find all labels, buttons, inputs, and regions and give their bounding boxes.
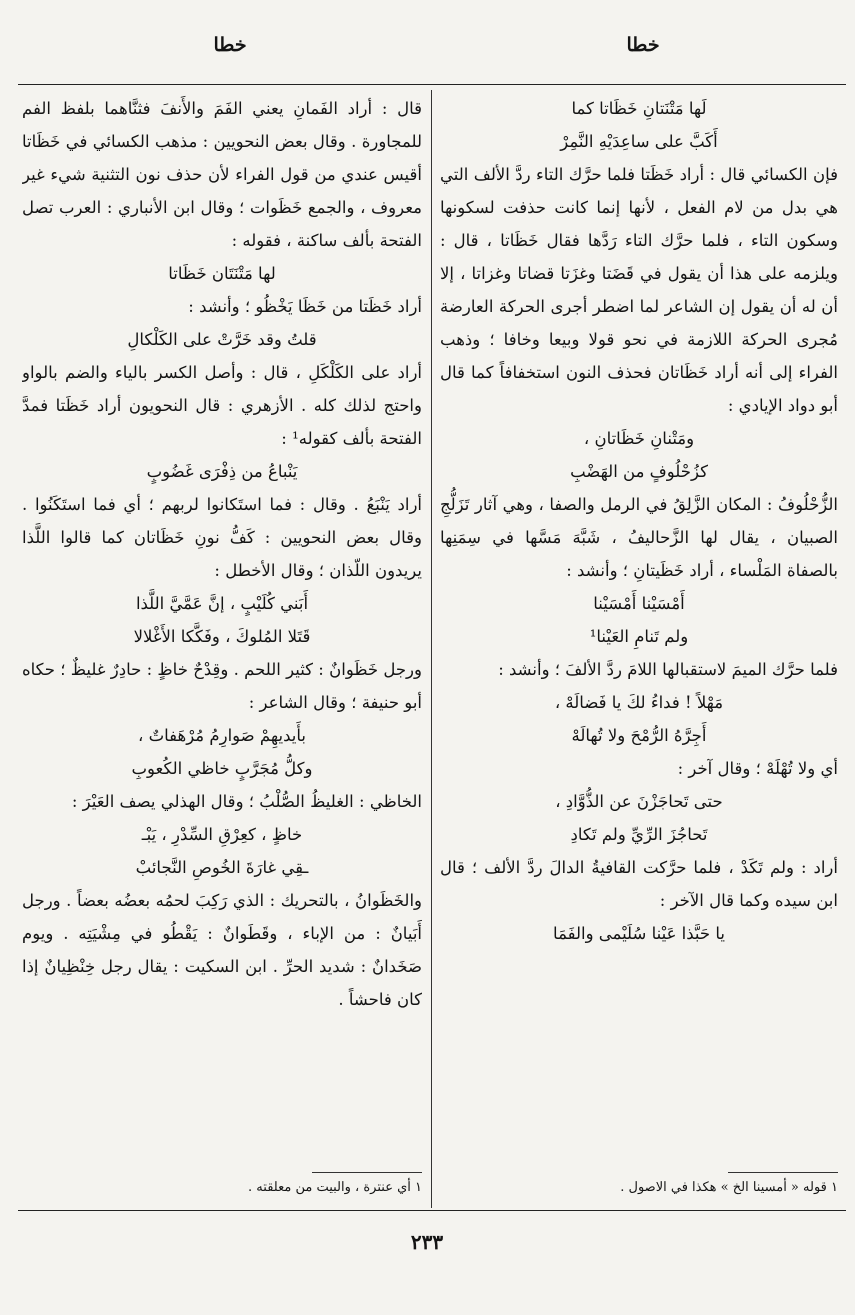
verse-line: بأَيديهِمْ صَوارِمُ مُرْهَفاتٌ ، bbox=[138, 726, 306, 745]
verse-line: ـقِي غارَةَ الخُوصِ النَّجائبْ bbox=[135, 858, 309, 877]
footer-rule bbox=[18, 1210, 846, 1211]
verse-line: ولم تَنامِ العَيْنا¹ bbox=[589, 627, 689, 646]
verse-line: خاظٍ ، كعِرْقِ السِّدْرِ ، يَبْـ bbox=[141, 825, 303, 844]
verse-line: يا حَبَّذا عَيْنا سُلَيْمى والفَمَا bbox=[553, 924, 725, 943]
verse-line: أَبَني كُلَيْبٍ ، إنَّ عَمَّيَّ اللَّذا bbox=[135, 594, 309, 613]
verse-line: لَها مَتْنَتانِ خَظَاتا كما bbox=[571, 99, 707, 118]
verse-line: مَهْلاً ! فداءُ لكَ يا فَضالَهْ ، bbox=[554, 693, 724, 712]
header-rule bbox=[18, 84, 846, 85]
prose-paragraph: والخَظَوانُ ، بالتحريك : الذي رَكِبَ لحمُه بعضُه بعضاً . ورجل أَبَيانٌ : من الإباء ، وقَطَوانٌ : يَقْطُو في مِشْيَتِه . ويوم صَخَدانٌ : شديد الحرِّ . ابن السكيت : يقال رجل خِنْظِيانٌ إذا كان فاحشاً . bbox=[22, 891, 422, 1009]
left-column bbox=[22, 92, 422, 1182]
header-word-right: خطا bbox=[626, 34, 660, 56]
prose-paragraph: فإن الكسائي قال : أراد خَظَتا فلما حرَّك التاء ردَّ الألف التي هي بدل من لام الفعل ، لأنها إنما كانت حذفت لسكونها وسكون التاء ، فلما حرَّك التاء رَدَّها فقال خَظَاتا ، قال : ويلزمه على هذا أن يقول في قَضَتا وغزَتا قضاتا وغزاتا ، إلا أن له أن يقول إن الشاعر لما اضطر أجرى الحركة العارضة مُجرى الحركة اللازمة في نحو قولا وبيعا وخافا ؛ وذهب الفراء إلى أنه أراد خَظَاتان فحذف النون استخفافاً كما قال أبو دواد الإيادي : bbox=[440, 165, 838, 415]
verse-line: قلتُ وقد خَرَّتْ على الكَلْكالِ bbox=[127, 330, 317, 349]
footnote-rule-right bbox=[728, 1172, 838, 1173]
prose-paragraph: أراد : ولم تَكَدْ ، فلما حرَّكت القافيةُ الدالَ ردَّ الألف ؛ قال ابن سيده وكما قال الآخر : bbox=[440, 858, 838, 910]
prose-paragraph: ورجل خَظَوانٌ : كثير اللحم . وقِدْحٌ خاظٍ : حادِرٌ غليظٌ ؛ حكاه أبو حنيفة ؛ وقال الشاعر : bbox=[22, 660, 422, 712]
verse-line: أَكَبَّ على ساعِدَيْهِ النَّمِرْ bbox=[560, 132, 718, 151]
verse-line: يَنْباعُ من ذِفْرَى غَضُوبٍ bbox=[146, 462, 298, 481]
prose-paragraph: الخاظي : الغليظُ الصُّلْبُ ؛ وقال الهذلي يصف العَيْرَ : bbox=[71, 792, 422, 811]
footnote-left: ١ أي عنترة ، والبيت من معلقته . bbox=[248, 1180, 422, 1195]
verse-line: أَمْسَيْنا أَمْسَيْنا bbox=[593, 594, 685, 613]
prose-paragraph: أراد يَنْبَعُ . وقال : فما استَكانوا لربهم ؛ أي فما استَكَنُوا . وقال بعض النحويين : كَفُّ نونِ خَظَاتان كما قالوا اللَّذا يريدون اللّذان ؛ وقال الأخطل : bbox=[22, 495, 422, 580]
prose-paragraph: أراد على الكَلْكَلِ ، قال : وأصل الكسر بالياء والضم بالواو واحتج لذلك كله . الأزهري : قال النحويون أراد خَظَتا فمدَّ الفتحة بألف كقوله¹ : bbox=[22, 363, 422, 448]
page-number: ٢٣٣ bbox=[410, 1230, 444, 1254]
verse-line: تَحاجُزَ الرِّيِّ ولم تَكادِ bbox=[570, 825, 708, 844]
prose-paragraph: فلما حرَّك الميمَ لاستقبالها اللامَ ردَّ الألفَ ؛ وأنشد : bbox=[498, 660, 838, 679]
prose-paragraph: أراد خَظَتا من خَظَا يَخْظُو ؛ وأنشد : bbox=[188, 297, 422, 316]
right-column bbox=[440, 92, 838, 1182]
verse-line: ومَتْنانِ خَظَاتانِ ، bbox=[583, 429, 695, 448]
verse-line: أَجِرَّهُ الرُّمْحَ ولا تُهالَهْ bbox=[571, 726, 707, 745]
prose-paragraph: قال : أراد الفَمانِ يعني الفَمَ والأَنفَ فثنَّاهما بلفظ الفم للمجاورة . وقال بعض النحويين : مذهب الكسائي في خَظَاتا أقيس عندي من قول الفراء لأن حذف نون التثنية شيء غير معروف ، والجمع خَظَوات ؛ وقال ابن الأنباري : العرب تصل الفتحة بألف ساكنة ، فقوله : bbox=[22, 99, 422, 250]
header-word-left: خطا bbox=[213, 34, 247, 56]
footnote-right: ١ قوله « أمسينا الخ » هكذا في الاصول . bbox=[620, 1180, 838, 1195]
verse-line: وكلُّ مُجَرَّبٍ خاظي الكُعوبِ bbox=[131, 759, 313, 778]
verse-line: لها مَتْنَتَان خَظَاتا bbox=[168, 264, 276, 283]
verse-line: كزُحْلُوفٍ من الهَضْبِ bbox=[570, 462, 708, 481]
verse-line: حتى تَحاجَزْنَ عن الذُّوَّادِ ، bbox=[555, 792, 723, 811]
footnote-rule-left bbox=[312, 1172, 422, 1173]
column-divider bbox=[431, 90, 432, 1208]
verse-line: قَتَلا المُلوكَ ، وفَكَّكا الأَغْلالا bbox=[133, 627, 311, 646]
prose-paragraph: الزُّحْلُوفُ : المكان الزَّلِقُ في الرمل والصفا ، وهي آثار تَزَلُّجِ الصبيان ، يقال لها الزَّحاليفُ ، شَبَّهَ مَسَّها في سِمَنِها بالصفاة المَلْساء ، أراد خَظَيتانِ ؛ وأنشد : bbox=[440, 495, 838, 580]
prose-paragraph: أي ولا تُهْلَهْ ؛ وقال آخر : bbox=[677, 759, 838, 778]
